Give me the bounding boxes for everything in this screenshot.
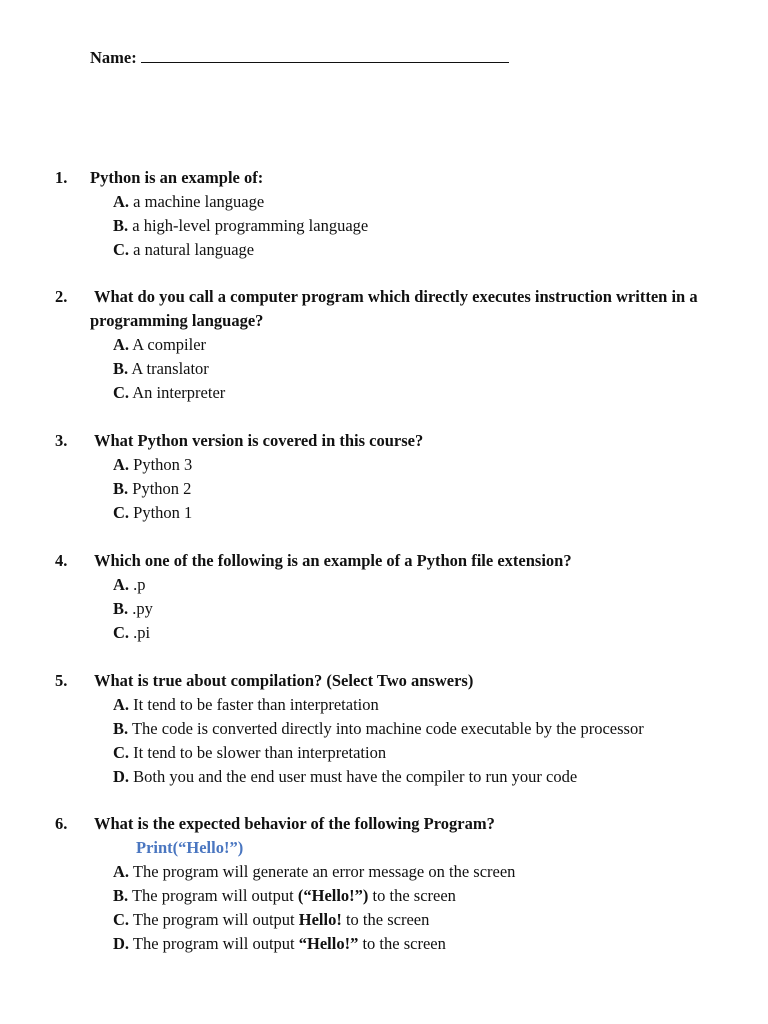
option-letter: A. (113, 455, 130, 474)
question-number: 1. (55, 168, 68, 187)
option-list (113, 573, 153, 645)
option-c[interactable] (113, 621, 153, 645)
option-c[interactable] (113, 908, 515, 932)
code-snippet: Print(“Hello!”) (136, 838, 244, 857)
option-list (113, 860, 515, 956)
option-text: a machine language (133, 192, 265, 211)
option-text-bold: (“Hello!”) (297, 886, 369, 905)
option-text-suffix: to the screen (341, 910, 430, 929)
option-text-suffix: to the screen (368, 886, 456, 905)
question-number: 3. (55, 431, 68, 450)
option-letter: A. (113, 695, 130, 714)
option-letter: A. (113, 335, 130, 354)
option-c[interactable] (113, 741, 644, 765)
option-letter: C. (113, 623, 130, 642)
option-text-prefix: The program will output (131, 886, 298, 905)
option-letter: D. (113, 767, 130, 786)
option-text: .p (133, 575, 146, 594)
option-letter: B. (113, 216, 129, 235)
option-letter: C. (113, 743, 130, 762)
option-text: Python 2 (132, 479, 192, 498)
question-text: Python is an example of: (90, 168, 264, 187)
option-letter: D. (113, 934, 130, 953)
option-b[interactable] (113, 884, 515, 908)
option-list (113, 190, 368, 262)
option-c[interactable] (113, 381, 225, 405)
option-text: a natural language (133, 240, 255, 259)
option-letter: B. (113, 359, 129, 378)
option-b[interactable] (113, 717, 644, 741)
option-text: .pi (133, 623, 151, 642)
question-number: 2. (55, 287, 68, 306)
question-number: 6. (55, 814, 68, 833)
option-b[interactable] (113, 214, 368, 238)
option-a[interactable] (113, 190, 368, 214)
option-b[interactable] (113, 477, 192, 501)
option-letter: A. (113, 862, 130, 881)
option-a[interactable] (113, 453, 192, 477)
question-number: 5. (55, 671, 68, 690)
option-text: The code is converted directly into machine code executable by the processor (131, 719, 644, 738)
option-text: It tend to be faster than interpretation (133, 695, 379, 714)
option-text: A compiler (132, 335, 207, 354)
option-text: It tend to be slower than interpretation (133, 743, 387, 762)
option-a[interactable] (113, 693, 644, 717)
option-list (113, 453, 192, 525)
option-letter: B. (113, 599, 129, 618)
name-label: Name: (90, 48, 137, 67)
option-a[interactable] (113, 333, 225, 357)
option-b[interactable] (113, 597, 153, 621)
option-text: Both you and the end user must have the compiler to run your code (133, 767, 578, 786)
option-text: The program will generate an error message on the screen (132, 862, 516, 881)
question-text: What do you call a computer program which directly executes instruction written in a programming language? (90, 287, 698, 330)
option-b[interactable] (113, 357, 225, 381)
question-text: What is the expected behavior of the following Program? (94, 814, 495, 833)
option-letter: A. (113, 575, 130, 594)
name-field[interactable] (90, 46, 509, 69)
option-c[interactable] (113, 238, 368, 262)
option-letter: B. (113, 479, 129, 498)
option-letter: C. (113, 240, 130, 259)
option-text: A translator (131, 359, 209, 378)
name-blank-line[interactable] (141, 46, 509, 63)
option-text: .py (132, 599, 153, 618)
option-text-prefix: The program will output (132, 910, 299, 929)
option-letter: A. (113, 192, 130, 211)
option-text-prefix: The program will output (132, 934, 299, 953)
option-letter: C. (113, 910, 130, 929)
option-letter: B. (113, 719, 129, 738)
option-list (113, 693, 644, 789)
option-letter: C. (113, 503, 130, 522)
option-a[interactable] (113, 573, 153, 597)
question-text: What is true about compilation? (Select Two answers) (94, 671, 474, 690)
option-list (113, 333, 225, 405)
question-text: What Python version is covered in this course? (94, 431, 424, 450)
option-a[interactable] (113, 860, 515, 884)
option-letter: C. (113, 383, 130, 402)
option-text: Python 1 (133, 503, 193, 522)
question-number: 4. (55, 551, 68, 570)
option-text: a high-level programming language (132, 216, 369, 235)
option-text: Python 3 (133, 455, 193, 474)
option-d[interactable] (113, 932, 515, 956)
option-text: An interpreter (132, 383, 226, 402)
option-c[interactable] (113, 501, 192, 525)
option-text-bold: “Hello!” (298, 934, 359, 953)
option-text-suffix: to the screen (358, 934, 446, 953)
question-text: Which one of the following is an example of a Python file extension? (94, 551, 572, 570)
option-text-bold: Hello! (298, 910, 342, 929)
option-letter: B. (113, 886, 129, 905)
option-d[interactable] (113, 765, 644, 789)
